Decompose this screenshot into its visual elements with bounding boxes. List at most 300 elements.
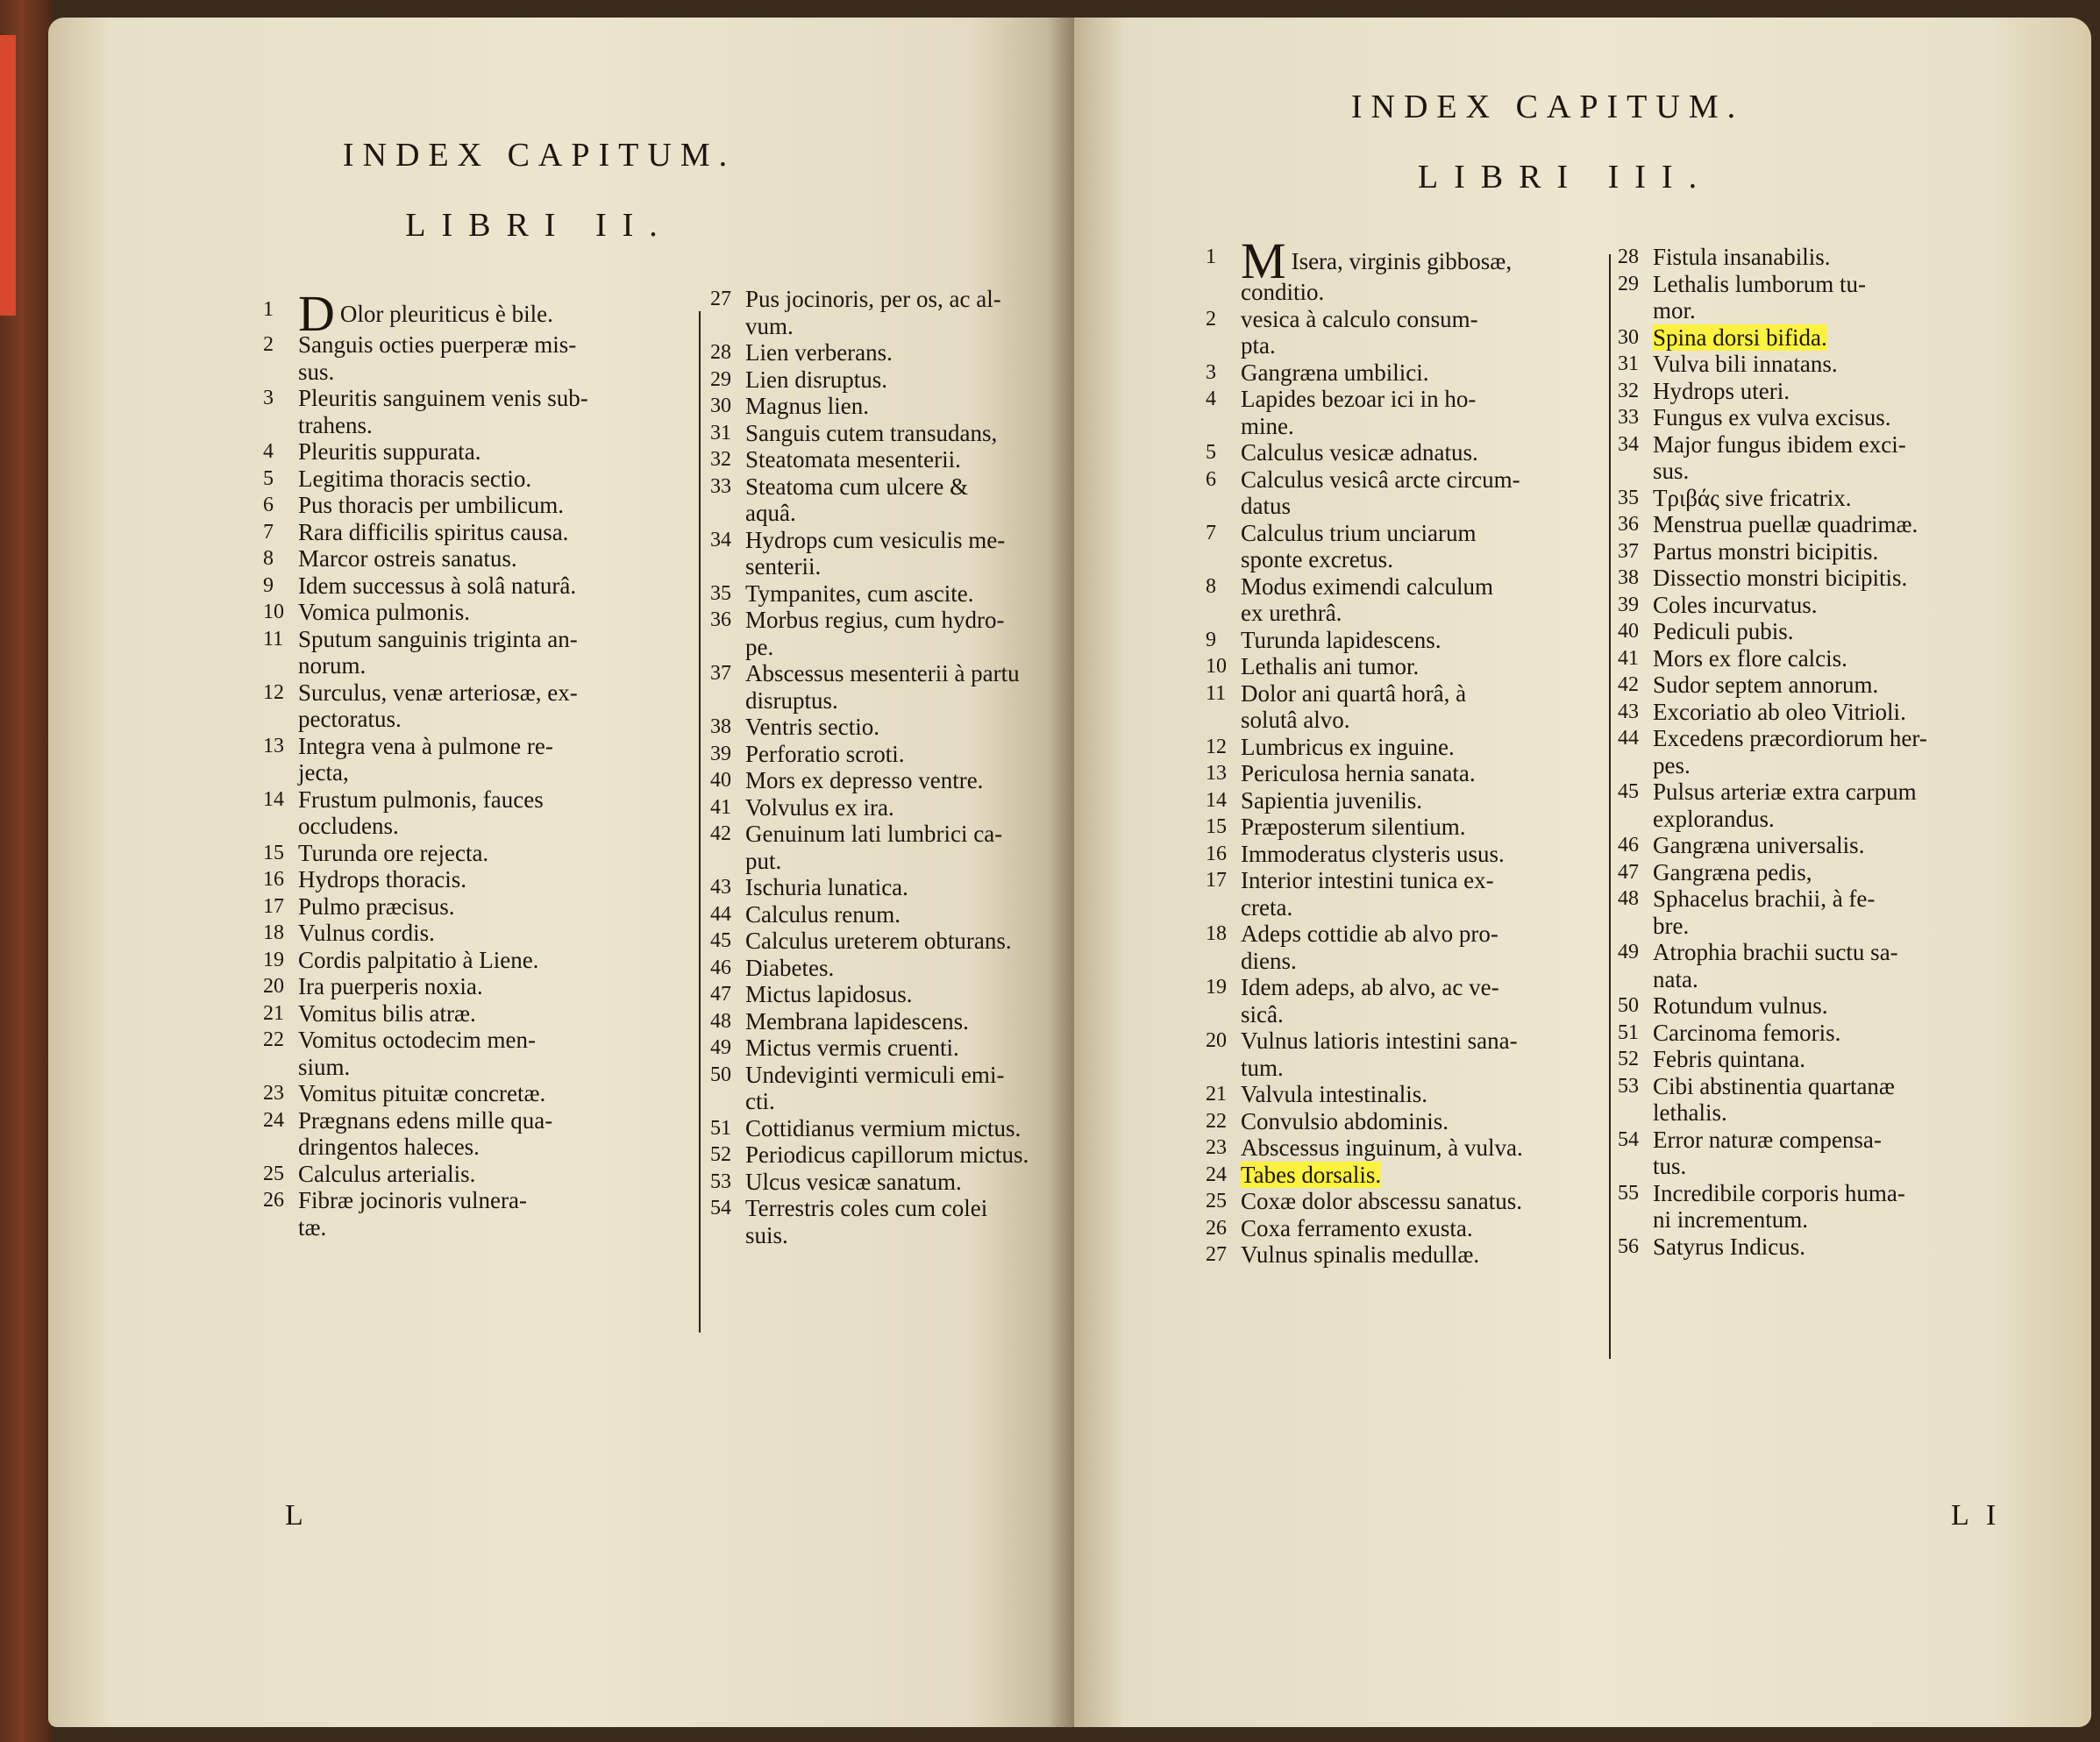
entry-number: 20 [1206, 1029, 1227, 1052]
entry-number: 15 [263, 841, 284, 864]
index-entry [1618, 404, 2074, 431]
index-entry [263, 466, 701, 493]
entry-number: 20 [263, 975, 284, 998]
highlighted-text: Tabes dorsalis. [1241, 1161, 1382, 1188]
entry-label: Lapides bezoar ici in ho- mine. [1241, 386, 1477, 439]
entry-text [298, 866, 701, 893]
entry-label: Hydrops thoracis. [298, 866, 466, 892]
entry-label: Calculus vesicâ arcte circum- datus [1241, 466, 1520, 519]
entry-number: 40 [710, 769, 731, 792]
entry-number: 50 [1618, 994, 1639, 1017]
entry-number: 8 [263, 547, 274, 570]
entry-number: 14 [263, 787, 284, 811]
entry-text [298, 1027, 701, 1080]
entry-number: 18 [1206, 922, 1227, 945]
entry-label: Atrophia brachii suctu sa- nata. [1653, 939, 1898, 992]
entry-text [1653, 271, 2074, 324]
entry-label: Gangræna pedis, [1653, 858, 1812, 885]
index-entry [263, 973, 701, 1000]
entry-number: 32 [710, 448, 731, 471]
right-page-subheading: LIBRI III. [1417, 159, 1713, 196]
entry-label: Lien disruptus. [745, 366, 887, 393]
entry-text [1653, 1046, 2074, 1073]
entry-text [1653, 672, 2074, 699]
entry-number: 5 [263, 466, 274, 490]
index-entry [710, 286, 1074, 339]
entry-number: 37 [1618, 539, 1639, 563]
entry-number: 52 [1618, 1048, 1639, 1070]
left-page [48, 18, 1074, 1727]
entry-label: Volvulus ex ira. [745, 793, 894, 821]
entry-label: Sphacelus brachii, à fe- bre. [1653, 885, 1876, 939]
entry-text [1653, 351, 2074, 378]
entry-number: 11 [263, 627, 284, 651]
entry-text [1653, 885, 2074, 939]
index-entry [263, 947, 701, 974]
entry-text [745, 1115, 1074, 1142]
entry-number: 9 [1206, 628, 1216, 651]
entry-number: 39 [710, 742, 731, 765]
entry-label: vesica à calculo consum- pta. [1241, 305, 1478, 359]
entry-text [745, 339, 1074, 366]
entry-text [1653, 832, 2074, 859]
entry-text [745, 955, 1074, 982]
entry-number: 44 [710, 902, 731, 926]
entry-number: 10 [1206, 655, 1227, 678]
entry-label: Coxæ dolor abscessu sanatus. [1241, 1188, 1522, 1214]
index-entry [1618, 859, 2074, 886]
entry-text [1653, 1073, 2074, 1127]
entry-label: Idem adeps, ab alvo, ac ve- sicâ. [1241, 974, 1499, 1027]
entry-number: 22 [263, 1028, 284, 1051]
entry-label: Convulsio abdominis. [1241, 1107, 1449, 1134]
entry-label: Prægnans edens mille qua- dringentos haleces. [298, 1106, 553, 1160]
entry-number: 50 [710, 1063, 731, 1086]
entry-number: 45 [1618, 780, 1639, 803]
index-entry [710, 580, 1074, 608]
entry-label: Marcor ostreis sanatus. [298, 545, 517, 572]
entry-number: 41 [710, 795, 731, 819]
entry-label: Lethalis ani tumor. [1241, 653, 1420, 679]
index-entry [263, 626, 701, 679]
entry-label: Pulsus arteriæ extra carpum explorandus. [1653, 779, 1917, 832]
entry-label: Pleuritis sanguinem venis sub- trahens. [298, 385, 588, 438]
entry-text [1653, 565, 2074, 592]
entry-label: Calculus arterialis. [298, 1160, 476, 1187]
index-entry [1618, 324, 2074, 352]
left-page-footer: L [285, 1499, 309, 1532]
index-entry [710, 527, 1074, 580]
entry-label: Pus jocinoris, per os, ac al- vum. [745, 286, 1001, 339]
entry-label: Idem successus à solâ naturâ. [298, 572, 577, 599]
entry-label: Ulcus vesicæ sanatum. [745, 1168, 962, 1195]
entry-label: Vomitus pituitæ concretæ. [298, 1080, 546, 1106]
entry-text [1653, 645, 2074, 672]
entry-number: 42 [710, 822, 731, 845]
entry-number: 16 [1206, 842, 1227, 865]
entry-number: 27 [1206, 1243, 1227, 1266]
entry-label: Partus monstri bicipitis. [1653, 537, 1879, 565]
entry-label: Modus eximendi calculum ex urethrâ. [1241, 572, 1493, 626]
index-entry [1618, 672, 2074, 699]
entry-label: Vomica pulmonis. [298, 599, 471, 625]
entry-number: 29 [710, 367, 731, 391]
entry-text [298, 331, 701, 385]
entry-text [1653, 511, 2074, 538]
entry-number: 1 [1206, 245, 1216, 268]
drop-cap: M [1241, 232, 1286, 289]
entry-label: Hydrops cum vesiculis me- senterii. [745, 526, 1006, 579]
entry-label: Abscessus mesenterii à partu disruptus. [745, 660, 1020, 714]
index-entry [710, 393, 1074, 420]
index-entry [263, 438, 701, 466]
entry-number: 47 [710, 983, 731, 1006]
entry-text [298, 733, 701, 786]
entry-label: Pus thoracis per umbilicum. [298, 492, 564, 518]
entry-label: Surculus, venæ arteriosæ, ex- pectoratus. [298, 679, 578, 732]
entry-text [745, 928, 1074, 955]
entry-text [745, 741, 1074, 768]
entry-text [1653, 538, 2074, 565]
entry-number: 26 [263, 1189, 284, 1212]
entry-number: 1 [263, 298, 274, 321]
entry-number: 13 [1206, 762, 1227, 785]
right-page-heading: INDEX CAPITUM. [1350, 89, 1745, 125]
entry-number: 43 [710, 876, 731, 899]
index-entry [1618, 485, 2074, 512]
entry-label: Pediculi pubis. [1653, 618, 1794, 644]
entry-label: Sapientia juvenilis. [1241, 786, 1422, 814]
entry-number: 21 [263, 1001, 284, 1025]
entry-label: Olor pleuriticus è bile. [339, 301, 553, 327]
index-entry [263, 840, 701, 867]
drop-cap: D [298, 285, 335, 342]
index-entry [710, 1195, 1074, 1248]
index-entry [263, 1080, 701, 1107]
entry-number: 49 [710, 1036, 731, 1059]
entry-label: Menstrua puellæ quadrimæ. [1653, 511, 1918, 537]
index-entry [263, 893, 701, 921]
highlighted-text: Spina dorsi bifida. [1653, 324, 1827, 351]
entry-number: 46 [710, 956, 731, 979]
entry-text [745, 660, 1074, 714]
entry-label: Diabetes. [745, 954, 835, 981]
entry-label: Periodicus capillorum mictus. [745, 1141, 1029, 1168]
entry-label: Valvula intestinalis. [1241, 1081, 1427, 1107]
entry-number: 13 [263, 734, 284, 757]
entry-text [1653, 244, 2074, 271]
index-entry [263, 1187, 701, 1241]
entry-number: 35 [710, 581, 731, 605]
entry-label: Undeviginti vermiculi emi- cti. [745, 1061, 1005, 1114]
entry-text [298, 920, 701, 947]
entry-number: 37 [710, 662, 731, 685]
entry-text [298, 679, 701, 733]
entry-text [1653, 404, 2074, 431]
entry-text [298, 599, 701, 626]
entry-text [745, 1062, 1074, 1115]
index-entry [1618, 725, 2074, 779]
entry-number: 51 [1618, 1020, 1639, 1044]
index-entry [1618, 351, 2074, 378]
entry-number: 53 [1618, 1074, 1639, 1098]
entry-label: Carcinoma femoris. [1653, 1019, 1841, 1046]
entry-text [298, 519, 701, 546]
entry-label: Immoderatus clysteris usus. [1241, 840, 1505, 867]
entry-number: 25 [263, 1162, 284, 1185]
entry-text [745, 286, 1074, 339]
right-page-column-2 [1618, 244, 2074, 1260]
entry-text [1653, 485, 2074, 512]
entry-label: Membrana lapidescens. [745, 1007, 969, 1035]
entry-text [1653, 939, 2074, 992]
entry-text [745, 821, 1074, 874]
entry-text [745, 527, 1074, 580]
entry-label: Satyrus Indicus. [1653, 1233, 1805, 1260]
entry-label: Cordis palpitatio à Liene. [298, 946, 539, 973]
entry-label: Turunda lapidescens. [1241, 626, 1442, 653]
entry-label: Cottidianus vermium mictus. [745, 1114, 1022, 1141]
entry-label: Steatomata mesenterii. [745, 446, 961, 473]
index-entry [1618, 1234, 2074, 1261]
index-entry [1618, 244, 2074, 271]
entry-number: 56 [1618, 1234, 1639, 1258]
entry-text [745, 1008, 1074, 1035]
entry-label: Ventris sectio. [745, 714, 879, 740]
entry-label: Genuinum lati lumbrici ca- put. [745, 821, 1003, 874]
entry-number: 16 [263, 868, 284, 891]
entry-number: 7 [263, 520, 274, 544]
entry-number: 2 [1206, 307, 1216, 331]
index-entry [1618, 1046, 2074, 1073]
index-entry [1618, 565, 2074, 592]
index-entry [1618, 1180, 2074, 1234]
index-entry [263, 572, 701, 600]
entry-number: 19 [1206, 976, 1227, 999]
entry-label: Mictus lapidosus. [745, 981, 913, 1007]
entry-number: 36 [1618, 513, 1639, 536]
entry-label: Adeps cottidie ab alvo pro- diens. [1241, 921, 1498, 974]
entry-label: Calculus vesicæ adnatus. [1241, 439, 1478, 466]
entry-number: 49 [1618, 941, 1639, 963]
entry-label: Tympanites, cum ascite. [745, 579, 974, 607]
entry-text [298, 572, 701, 600]
left-page-column-2 [710, 286, 1074, 1248]
entry-number: 33 [1618, 406, 1639, 429]
entry-number: 6 [1206, 467, 1216, 491]
index-entry [710, 1008, 1074, 1035]
entry-label: Terrestris coles cum colei suis. [745, 1195, 988, 1248]
entry-text [745, 366, 1074, 394]
entry-label: Abscessus inguinum, à vulva. [1241, 1134, 1523, 1161]
index-entry [710, 607, 1074, 660]
entry-text [298, 786, 701, 840]
entry-text [745, 1035, 1074, 1062]
entry-number: 12 [263, 680, 284, 704]
entry-label: Calculus ureterem obturans. [745, 928, 1012, 954]
entry-text [298, 1187, 701, 1241]
entry-label: Fibræ jocinoris vulnera- tæ. [298, 1187, 527, 1241]
entry-label: Calculus trium unciarum sponte excretus. [1241, 519, 1477, 572]
entry-label: Mictus vermis cruenti. [745, 1035, 959, 1061]
entry-number: 23 [263, 1082, 284, 1105]
entry-label: Sputum sanguinis triginta an- norum. [298, 625, 578, 679]
entry-number: 21 [1206, 1083, 1227, 1106]
entry-text [745, 580, 1074, 608]
entry-text [298, 947, 701, 974]
index-entry [710, 473, 1074, 527]
right-page-column-divider [1609, 254, 1611, 1359]
index-entry [263, 786, 701, 840]
entry-number: 29 [1618, 272, 1639, 295]
entry-number: 39 [1618, 593, 1639, 616]
entry-text [745, 446, 1074, 473]
entry-number: 36 [710, 608, 731, 631]
entry-number: 18 [263, 921, 284, 944]
entry-number: 34 [1618, 432, 1639, 456]
entry-label: Τριβάς sive fricatrix. [1653, 484, 1852, 511]
entry-number: 33 [710, 474, 731, 498]
entry-label: Integra vena à pulmone re- jecta, [298, 732, 553, 786]
entry-number: 47 [1618, 860, 1639, 884]
entry-label: Calculus renum. [745, 900, 901, 928]
entry-number: 14 [1206, 788, 1227, 812]
index-entry [710, 714, 1074, 741]
entry-text [298, 893, 701, 921]
entry-text [298, 1080, 701, 1107]
index-entry [263, 1027, 701, 1080]
entry-number: 30 [710, 395, 731, 417]
entry-label: Gangræna universalis. [1653, 832, 1865, 858]
entry-label: Sanguis cutem transudans, [745, 419, 998, 446]
index-entry [263, 866, 701, 893]
index-entry [1618, 1020, 2074, 1047]
index-entry [710, 821, 1074, 874]
entry-label: Sudor septem annorum. [1653, 672, 1879, 698]
index-entry [263, 1161, 701, 1188]
index-entry [710, 955, 1074, 982]
entry-number: 54 [1618, 1127, 1639, 1151]
entry-number: 51 [710, 1116, 731, 1140]
entry-label: Turunda ore rejecta. [298, 839, 489, 866]
entry-text [1653, 378, 2074, 405]
entry-label: Lumbricus ex inguine. [1241, 733, 1455, 760]
entry-label: Hydrops uteri. [1653, 377, 1790, 404]
entry-number: 48 [710, 1009, 731, 1033]
entry-label: Dissectio monstri bicipitis. [1653, 565, 1908, 591]
entry-text [1653, 1020, 2074, 1047]
entry-number: 53 [710, 1170, 731, 1193]
index-entry [710, 901, 1074, 928]
entry-label: Vulva bili innatans. [1653, 351, 1838, 377]
entry-label: Vulnus spinalis medullæ. [1241, 1241, 1480, 1268]
entry-label: Major fungus ibidem exci- sus. [1653, 430, 1906, 484]
entry-number: 17 [1206, 869, 1227, 892]
right-page-footer: L I [1951, 1499, 2002, 1532]
entry-label: Legitima thoracis sectio. [298, 465, 532, 492]
entry-label: Morbus regius, cum hydro- pe. [745, 607, 1005, 660]
entry-label: Rotundum vulnus. [1653, 992, 1828, 1019]
entry-text [298, 973, 701, 1000]
index-entry [710, 981, 1074, 1008]
entry-number: 4 [1206, 388, 1216, 410]
entry-number: 25 [1206, 1190, 1227, 1212]
index-entry [710, 874, 1074, 901]
index-entry [1618, 511, 2074, 538]
entry-label: Pleuritis suppurata. [298, 438, 481, 465]
entry-label: Excoriatio ab oleo Vitrioli. [1653, 698, 1906, 725]
index-entry [1618, 699, 2074, 726]
entry-label: Coles incurvatus. [1653, 591, 1818, 618]
entry-text [298, 1161, 701, 1188]
index-entry [1618, 1127, 2074, 1180]
entry-number: 3 [263, 387, 274, 409]
entry-number: 28 [710, 341, 731, 364]
index-entry [710, 1062, 1074, 1115]
entry-number: 23 [1206, 1136, 1227, 1159]
entry-label: Præposterum silentium. [1241, 814, 1466, 840]
index-entry [710, 339, 1074, 366]
index-entry [1618, 992, 2074, 1020]
entry-text [1653, 431, 2074, 485]
left-page-column-divider [699, 311, 701, 1333]
entry-text [298, 438, 701, 466]
entry-label: Frustum pulmonis, fauces occludens. [298, 786, 544, 839]
left-page-heading: INDEX CAPITUM. [342, 137, 737, 174]
entry-text [745, 794, 1074, 821]
entry-number: 17 [263, 894, 284, 918]
entry-number: 4 [263, 440, 274, 463]
entry-number: 8 [1206, 574, 1216, 598]
index-entry [263, 679, 701, 733]
entry-label: Mors ex depresso ventre. [745, 767, 984, 793]
index-entry [710, 1169, 1074, 1196]
index-entry [1618, 939, 2074, 992]
entry-text [298, 545, 701, 572]
entry-text [1653, 699, 2074, 726]
entry-number: 26 [1206, 1216, 1227, 1240]
book-cover-edge [0, 0, 53, 1742]
entry-label: Excedens præcordiorum her- pes. [1653, 725, 1927, 779]
index-entry [1618, 779, 2074, 832]
entry-number: 38 [1618, 566, 1639, 589]
left-page-column-1 [263, 285, 701, 1241]
entry-text [298, 385, 701, 438]
index-entry [1618, 431, 2074, 485]
index-entry [1618, 645, 2074, 672]
index-entry [1618, 1073, 2074, 1127]
entry-text [298, 840, 701, 867]
index-entry [263, 1107, 701, 1161]
right-page [1074, 18, 2091, 1727]
index-entry [263, 285, 701, 342]
index-entry [710, 767, 1074, 794]
entry-number: 5 [1206, 441, 1216, 464]
entry-label: Interior intestini tunica ex- creta. [1241, 867, 1494, 921]
entry-label: Vomitus octodecim men- sium. [298, 1027, 536, 1080]
entry-number: 44 [1618, 727, 1639, 750]
entry-label: Pulmo præcisus. [298, 892, 455, 920]
entry-label: Vulnus cordis. [298, 920, 435, 946]
entry-number: 40 [1618, 620, 1639, 643]
entry-number: 2 [263, 333, 274, 356]
index-entry [710, 794, 1074, 821]
entry-number: 31 [710, 421, 731, 444]
entry-label: Dolor ani quartâ horâ, à solutâ alvo. [1241, 679, 1467, 733]
entry-label: Rara difficilis spiritus causa. [298, 518, 569, 545]
entry-label: Sanguis octies puerperæ mis- sus. [298, 331, 577, 385]
index-entry [263, 331, 701, 385]
